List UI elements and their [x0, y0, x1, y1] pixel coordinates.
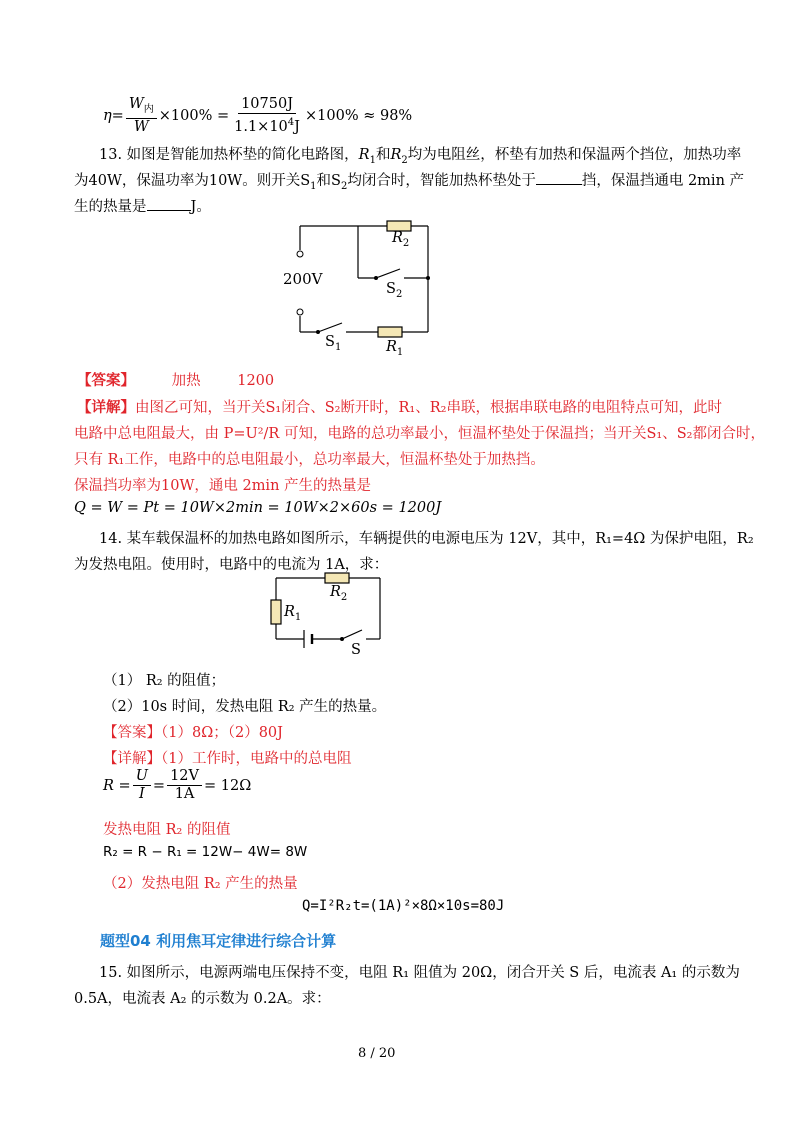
eq-eta-den1: W: [133, 118, 149, 135]
a14-eq-r-frac2: [167, 768, 202, 803]
a13-detail-1: [77, 396, 722, 417]
q14-line1: 14. 某车载保温杯的加热电路如图所示，车辆提供的电源电压为 12V，其中，R₁=4Ω 为保护电阻，R₂: [99, 531, 754, 547]
q13-s2-sub: 2: [340, 180, 348, 192]
q15-line2: 0.5A，电流表 A₂ 的示数为 0.2A。求：: [74, 991, 331, 1007]
page-number: 8 / 20: [358, 1046, 396, 1061]
switch-s-blade: [342, 630, 362, 639]
q13-blank-1[interactable]: [536, 170, 582, 185]
eq-eta-lhs: η=: [103, 107, 124, 124]
a14-detail: 【详解】（1）工作时，电路中的总电阻: [103, 751, 352, 767]
efficiency-equation: [103, 96, 412, 136]
circuit1-r1-label: [386, 339, 403, 358]
q14-sub2: （2）10s 时间，发热电阻 R₂ 产生的热量。: [103, 699, 387, 715]
a14-eq-r-lhs: R =: [103, 777, 131, 794]
a14-eq-r-num1: U: [133, 768, 151, 786]
section-title: 题型04 利用焦耳定律进行综合计算: [100, 932, 337, 950]
a14-eq-r-den2: 1A: [174, 786, 195, 802]
a13-detail-4: 保温挡功率为10W，通电 2min 产生的热量是: [74, 478, 372, 494]
a13-detail-3: 只有 R₁工作，电路中的总电阻最小，总功率最大，恒温杯垫处于加热挡。: [74, 452, 545, 468]
q13-s1-sub: 1: [310, 180, 317, 192]
eq-eta-tail: ×100% ≈ 98%: [305, 107, 413, 124]
circuit1-r2-sub: 2: [402, 237, 410, 249]
eq-eta-num1: W: [128, 96, 144, 112]
circuit1-r2-label: [392, 230, 409, 249]
a14-r2-equation: R₂ = R − R₁ = 12W− 4W= 8W: [103, 844, 308, 860]
q13-r1-sub: 1: [369, 154, 376, 166]
a14-r-equation: [103, 768, 251, 803]
terminal-bottom: [297, 309, 303, 315]
q13-line1-c: 均为电阻丝，杯垫有加热和保温两个挡位，加热功率: [407, 147, 742, 163]
circuit1-voltage-label: 200V: [283, 270, 323, 288]
q13-line2-d: 挡，保温挡通电 2min 产: [581, 173, 745, 189]
circuit1-r1-sub: 1: [396, 346, 404, 358]
s2-pivot: [374, 276, 378, 280]
circuit1-s1-sub: 1: [334, 341, 342, 353]
eq-eta-frac1: [126, 96, 157, 136]
a13-detail-2: 电路中总电阻最大，由 P=U²/R 可知，电路的总功率最小，恒温杯垫处于保温挡；当开关S₁、S₂都闭合时，: [74, 426, 765, 442]
q13-line3: [74, 195, 211, 216]
q13-line1-a: 13. 如图是智能加热杯垫的简化电路图，: [99, 147, 359, 163]
q13-line2-b: 和S: [316, 173, 341, 189]
q13-line3-a: 生的热量是: [74, 199, 147, 215]
resistor2-r1: [271, 600, 281, 624]
circuit-diagram-2: [260, 568, 400, 648]
circuit2-r1-label: [284, 604, 301, 623]
q13-line3-b: J。: [190, 199, 211, 215]
a14-eq-r-den1: I: [138, 786, 145, 802]
switch-s1-blade: [318, 323, 342, 332]
eq-eta-num2: 10750J: [238, 96, 296, 114]
eq-eta-den2-base: 1.1×10: [234, 118, 288, 135]
q13-line2-c: 均闭合时，智能加热杯垫处于: [347, 173, 536, 189]
a14-eq-r-eq: =: [152, 777, 166, 794]
circuit1-s2: S: [386, 281, 396, 297]
a14-eq-r-tail: = 12Ω: [204, 777, 252, 794]
a13-answer-tag: 【答案】: [77, 372, 135, 389]
circuit2-r1: R: [284, 604, 295, 620]
a14-answer: 【答案】（1）8Ω；（2）80J: [103, 725, 283, 741]
a13-answer-line: [77, 369, 274, 390]
q13-line1-b: 和: [375, 147, 391, 163]
q14-line2: 为发热电阻。使用时，电路中的电流为 1A，求：: [74, 557, 389, 573]
circuit1-s2-label: [386, 281, 402, 300]
resistor-r1: [378, 327, 402, 337]
circuit2-r2: R: [330, 584, 341, 600]
circuit2-r1-sub: 1: [294, 611, 302, 623]
eq-eta-den2-unit: J: [294, 118, 300, 135]
circuit1-r2: R: [392, 230, 403, 246]
circuit1-s1-label: [325, 334, 341, 353]
a13-equation: Q = W = Pt = 10W×2min = 10W×2×60s = 1200J: [74, 500, 442, 516]
a14-eq-r-num2: 12V: [167, 768, 202, 786]
q13-line2-a: 为40W，保温功率为10W。则开关S: [74, 173, 311, 189]
circuit2-s-label: S: [351, 642, 361, 658]
q13-r2: R: [390, 147, 402, 163]
a14-q-equation: Q=I²R₂t=(1A)²×8Ω×10s=80J: [302, 898, 505, 914]
eq-eta-mid: ×100% =: [158, 107, 230, 124]
s-pivot: [340, 637, 344, 641]
junction-dot: [426, 276, 430, 280]
a13-detail-1-text: 由图乙可知，当开关S₁闭合、S₂断开时，R₁、R₂串联，根据串联电路的电阻特点可知，此时: [135, 400, 722, 416]
q13-r2-sub: 2: [401, 154, 408, 166]
s1-pivot: [316, 330, 320, 334]
a13-detail-tag: 【详解】: [77, 399, 135, 416]
terminal-top: [297, 251, 303, 257]
circuit1-s2-sub: 2: [395, 288, 403, 300]
resistor2-r2: [325, 573, 349, 583]
q13-line2: [74, 169, 744, 192]
q15-line1: 15. 如图所示，电源两端电压保持不变，电阻 R₁ 阻值为 20Ω，闭合开关 S 后，电流表 A₁ 的示数为: [99, 965, 740, 981]
circuit2-r2-label: [330, 584, 347, 603]
q13-blank-2[interactable]: [147, 196, 191, 211]
q13-line1: [99, 143, 741, 166]
a14-q-line: （2）发热电阻 R₂ 产生的热量: [103, 876, 298, 892]
eq-eta-num1-sub: 内: [143, 103, 154, 115]
circuit1-r1: R: [386, 339, 397, 355]
a13-answer-1: 加热: [171, 373, 201, 389]
a13-answer-2: 1200: [237, 373, 275, 389]
switch-s2-blade: [376, 269, 400, 278]
a14-eq-r-frac1: [133, 768, 151, 803]
eq-eta-den2-exp: 4: [287, 117, 295, 129]
circuit2-r2-sub: 2: [340, 591, 348, 603]
circuit1-s1: S: [325, 334, 335, 350]
q14-sub1: （1） R₂ 的阻值；: [103, 673, 226, 689]
eq-eta-frac2: [231, 96, 303, 136]
q13-r1: R: [358, 147, 370, 163]
a14-r2-line: 发热电阻 R₂ 的阻值: [103, 822, 231, 838]
